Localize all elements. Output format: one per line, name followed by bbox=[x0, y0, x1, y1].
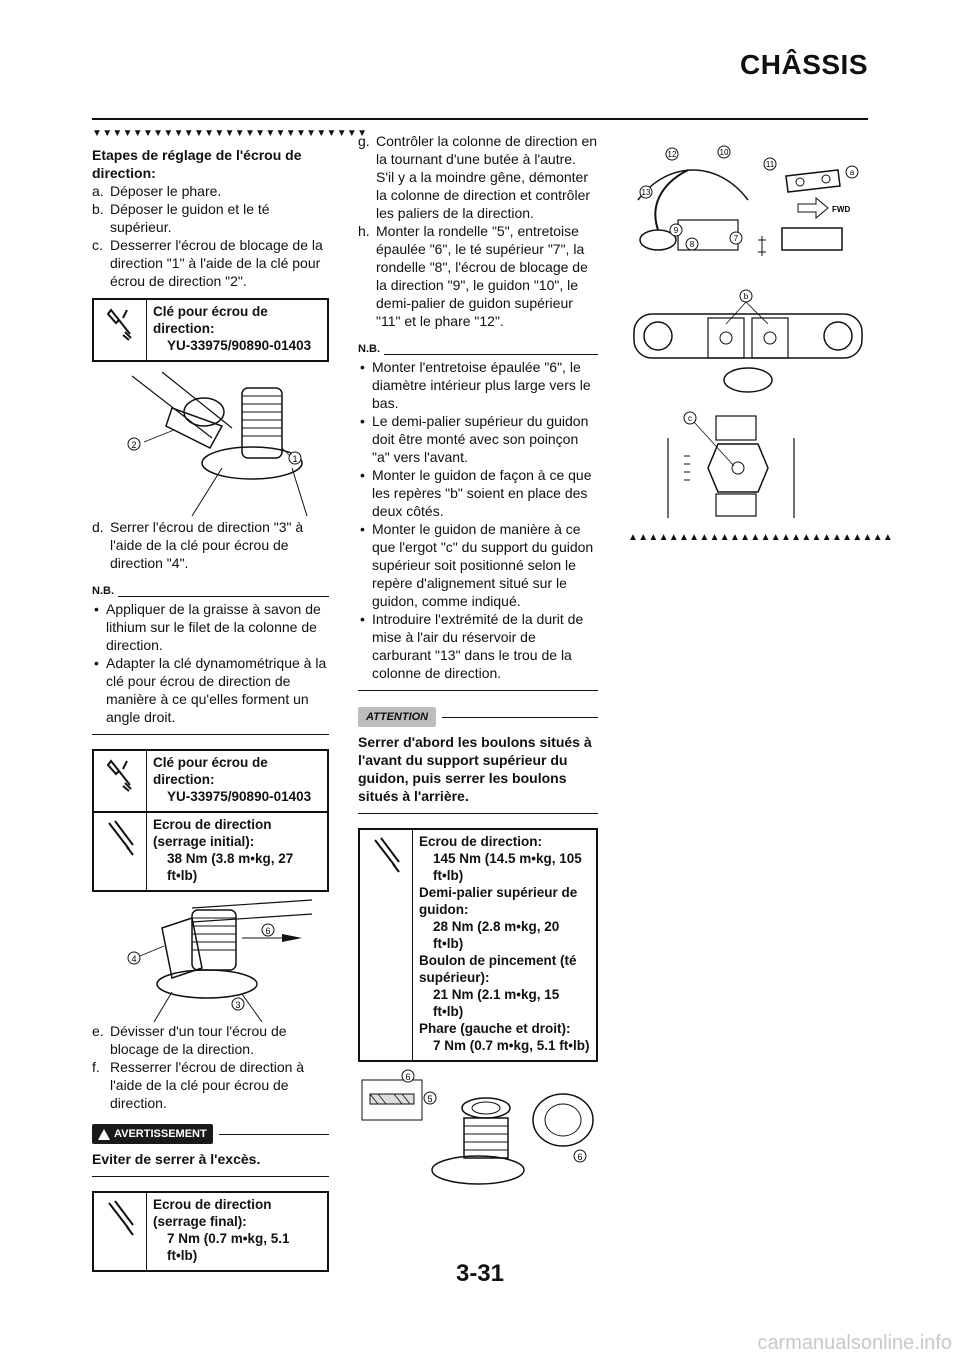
step-item: a. Déposer le phare. bbox=[92, 183, 222, 199]
torque-title: Demi-palier supérieur de guidon: bbox=[419, 885, 578, 917]
warning-icon bbox=[98, 1129, 110, 1140]
page-number: 3-31 bbox=[455, 1260, 505, 1287]
tool-title: Clé pour écrou de direction: bbox=[153, 755, 268, 787]
callout-4: 4 bbox=[131, 954, 137, 964]
page-title: CHÂSSIS bbox=[740, 49, 868, 80]
steering-nut-torque-illustration bbox=[92, 898, 329, 1022]
torque-wrench-icon bbox=[94, 813, 147, 890]
wrench-icon bbox=[94, 751, 147, 811]
handlebar-assembly-illustration bbox=[628, 140, 868, 270]
callout-8: 8 bbox=[689, 240, 695, 249]
torque-title: Phare (gauche et droit): bbox=[419, 1021, 571, 1036]
section-end-marker: ▲▲▲▲▲▲▲▲▲▲▲▲▲▲▲▲▲▲▲▲▲▲▲▲▲▲ bbox=[628, 532, 894, 543]
note-end-rule bbox=[358, 690, 598, 691]
warning-text: Eviter de serrer à l'excès. bbox=[92, 1151, 261, 1167]
torque-box bbox=[358, 828, 598, 1062]
note-header: N.B. bbox=[92, 582, 329, 600]
callout-a: a bbox=[849, 168, 855, 177]
tool-box bbox=[92, 749, 329, 813]
note-item: • Monter l'entretoise épaulée "6", le diamètre intérieur plus large vers le bas. bbox=[360, 359, 591, 411]
note-item: • Le demi-palier supérieur du guidon doit être monté avec son poinçon "a" vers l'avant. bbox=[360, 413, 589, 465]
callout-5: 5 bbox=[427, 1094, 433, 1104]
tool-value: YU-33975/90890-01403 bbox=[167, 789, 312, 804]
torque-box bbox=[92, 1191, 329, 1272]
attention-end-rule bbox=[358, 813, 598, 814]
callout-10: 10 bbox=[719, 148, 729, 157]
step-d: d. Serrer l'écrou de direction "3" à l'aide de la clé pour écrou de direction "4". bbox=[92, 519, 304, 571]
column-right bbox=[628, 140, 894, 544]
torque-value: 145 Nm (14.5 m•kg, 105 ft•lb) bbox=[433, 851, 582, 883]
torque-title: Ecrou de direction (serrage final): bbox=[153, 1197, 272, 1229]
figure-upper-bracket bbox=[628, 284, 868, 400]
callout-12: 12 bbox=[667, 150, 677, 159]
step-item: h. Monter la rondelle "5", entretoise épaulée "6", le té supérieur "7", la rondelle "8", l'écrou de blocage de la direction "9", le guidon "10", le demi-palier de guidon supérieur "11" et le phare "12". bbox=[358, 223, 588, 329]
note-item: • Adapter la clé dynamométrique à la clé pour écrou de direction de manière à ce qu'elles forment un angle droit. bbox=[94, 655, 327, 725]
figure-steering-nut-wrench bbox=[92, 368, 329, 516]
figure-alignment-mark bbox=[628, 408, 868, 518]
torque-title: Ecrou de direction (serrage initial): bbox=[153, 817, 272, 849]
header-rule bbox=[92, 118, 868, 120]
washer-spacer-illustration bbox=[358, 1072, 598, 1202]
column-left bbox=[92, 128, 368, 1272]
note-item: • Monter le guidon de manière à ce que l'ergot "c" du support du guidon supérieur soit positionné selon le repère d'alignement situé sur le guidon, comme indiqué. bbox=[360, 521, 594, 609]
warning-header bbox=[92, 1124, 329, 1144]
note-end-rule bbox=[92, 734, 329, 735]
callout-1: 1 bbox=[292, 454, 298, 464]
callout-11: 11 bbox=[765, 160, 775, 169]
callout-7: 7 bbox=[733, 234, 739, 243]
alignment-mark-illustration bbox=[628, 408, 868, 518]
warning-badge: AVERTISSEMENT bbox=[92, 1124, 213, 1144]
callout-13: 13 bbox=[641, 188, 651, 197]
step-item: b. Déposer le guidon et le té supérieur. bbox=[92, 201, 270, 235]
torque-value: 28 Nm (2.8 m•kg, 20 ft•lb) bbox=[433, 919, 560, 951]
section-heading: Etapes de réglage de l'écrou de direction: bbox=[92, 147, 302, 181]
torque-title: Ecrou de direction: bbox=[419, 834, 543, 849]
fwd-label: FWD bbox=[832, 205, 851, 214]
torque-value: 7 Nm (0.7 m•kg, 5.1 ft•lb) bbox=[433, 1038, 590, 1053]
note-list bbox=[358, 358, 598, 682]
attention-text: Serrer d'abord les boulons situés à l'avant du support supérieur du guidon, puis serrer les boulons situés à l'arrière. bbox=[358, 734, 592, 804]
upper-bracket-illustration bbox=[628, 284, 868, 400]
note-header: N.B. bbox=[358, 340, 598, 358]
figure-torque-wrench bbox=[92, 898, 329, 1022]
figure-washer-spacer bbox=[358, 1072, 598, 1202]
callout-2: 2 bbox=[131, 440, 137, 450]
torque-wrench-icon bbox=[360, 830, 413, 1060]
watermark: carmanualsonline.info bbox=[757, 1332, 952, 1354]
step-item: e. Dévisser d'un tour l'écrou de blocage de la direction. bbox=[92, 1023, 287, 1057]
steering-nut-illustration bbox=[92, 368, 329, 516]
wrench-icon bbox=[94, 300, 147, 360]
tool-value: YU-33975/90890-01403 bbox=[167, 338, 312, 353]
steps-list bbox=[358, 132, 598, 330]
callout-b: b bbox=[743, 292, 749, 301]
torque-value: 21 Nm (2.1 m•kg, 15 ft•lb) bbox=[433, 987, 560, 1019]
torque-list bbox=[413, 830, 596, 1060]
column-middle bbox=[358, 128, 598, 1202]
callout-6: 6 bbox=[265, 926, 271, 936]
steps-list bbox=[92, 182, 329, 290]
step-item: f. Resserrer l'écrou de direction à l'aide de la clé pour écrou de direction. bbox=[92, 1059, 305, 1111]
tool-box bbox=[92, 298, 329, 362]
callout-6: 6 bbox=[577, 1152, 583, 1162]
steps-list bbox=[92, 1022, 329, 1112]
note-item: • Appliquer de la graisse à savon de lithium sur le filet de la colonne de direction. bbox=[94, 601, 321, 653]
attention-badge: ATTENTION bbox=[358, 707, 436, 727]
torque-value: 7 Nm (0.7 m•kg, 5.1 ft•lb) bbox=[167, 1231, 290, 1263]
torque-title: Boulon de pincement (té supérieur): bbox=[419, 953, 577, 985]
callout-9: 9 bbox=[673, 226, 679, 235]
tool-title: Clé pour écrou de direction: bbox=[153, 304, 268, 336]
torque-wrench-icon bbox=[94, 1193, 147, 1270]
figure-handlebar-assembly bbox=[628, 140, 868, 270]
callout-3: 3 bbox=[235, 1000, 241, 1010]
section-start-marker: ▼▼▼▼▼▼▼▼▼▼▼▼▼▼▼▼▼▼▼▼▼▼▼▼▼▼▼ bbox=[92, 128, 368, 139]
note-item: • Introduire l'extrémité de la durit de mise à l'air du réservoir de carburant "13" dans le trou de la colonne de direction. bbox=[360, 611, 584, 681]
note-list bbox=[92, 600, 329, 726]
attention-header bbox=[358, 707, 598, 727]
step-item: g. Contrôler la colonne de direction en la tournant d'une butée à l'autre. S'il y a la moindre gêne, démonter la colonne de direction et contrôler les paliers de la direction. bbox=[358, 133, 598, 221]
callout-c: c bbox=[688, 414, 692, 423]
callout-6: 6 bbox=[405, 1072, 411, 1082]
torque-value: 38 Nm (3.8 m•kg, 27 ft•lb) bbox=[167, 851, 294, 883]
note-item: • Monter le guidon de façon à ce que les repères "b" soient en place des deux côtés. bbox=[360, 467, 592, 519]
warning-end-rule bbox=[92, 1176, 329, 1177]
torque-box bbox=[92, 813, 329, 892]
step-item: c. Desserrer l'écrou de blocage de la direction "1" à l'aide de la clé pour écrou de direction "2". bbox=[92, 237, 323, 289]
